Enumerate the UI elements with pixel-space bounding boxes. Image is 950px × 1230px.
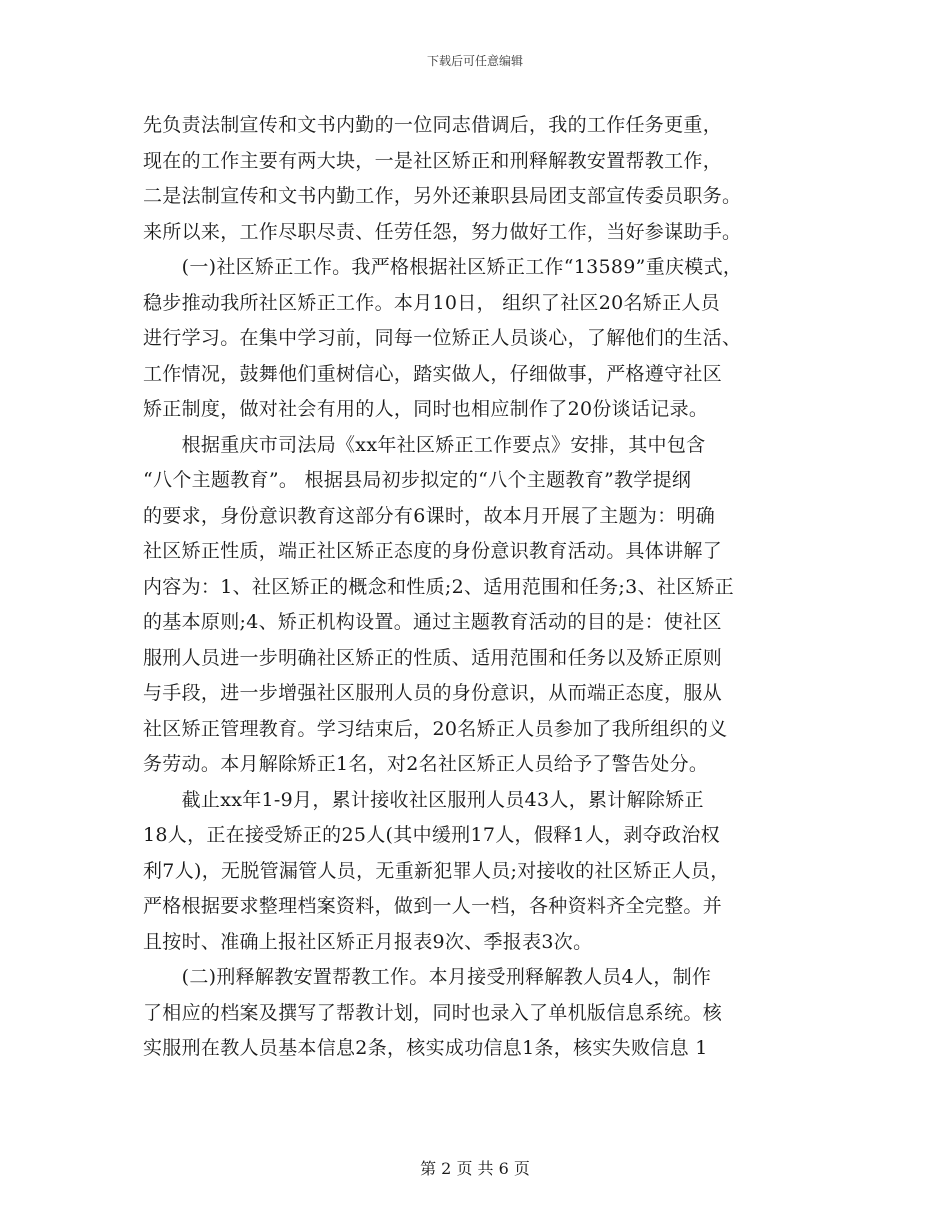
text-line: 矫正制度，做对社会有用的人，同时也相应制作了20份谈话记录。	[143, 398, 709, 420]
text-line: 严格根据要求整理档案资料，做到一人一档，各种资料齐全完整。并	[143, 895, 723, 917]
text-line: 实服刑在教人员基本信息2条，核实成功信息1条，核实失败信息 1	[143, 1037, 708, 1059]
text-line: 社区矫正性质，端正社区矫正态度的身份意识教育活动。具体讲解了	[143, 540, 723, 562]
text-line: (二)刑释解教安置帮教工作。本月接受刑释解教人员4人，制作	[143, 966, 712, 988]
text-line: 且按时、准确上报社区矫正月报表9次、季报表3次。	[143, 930, 593, 953]
text-line: 内容为：1、社区矫正的概念和性质;2、适用范围和任务;3、社区矫正	[143, 575, 734, 598]
text-line: 二是法制宣传和文书内勤工作，另外还兼职县局团支部宣传委员职务。	[143, 185, 742, 207]
text-line: 服刑人员进一步明确社区矫正的性质、适用范围和任务以及矫正原则	[143, 646, 723, 669]
page-header: 下载后可任意编辑	[426, 54, 523, 68]
text-line: 了相应的档案及撰写了帮教计划，同时也录入了单机版信息系统。核	[143, 1001, 723, 1024]
text-line: “八个主题教育”。 根据县局初步拟定的“八个主题教育”教学提纲	[143, 469, 692, 491]
text-line: 先负责法制宣传和文书内勤的一位同志借调后，我的工作任务更重，	[143, 114, 723, 136]
text-line: 与手段，进一步增强社区服刑人员的身份意识，从而端正态度，服从	[143, 682, 723, 704]
text-line: (一)社区矫正工作。我严格根据社区矫正工作“13589”重庆模式，	[143, 256, 743, 278]
text-line: 现在的工作主要有两大块，一是社区矫正和刑释解教安置帮教工作，	[143, 149, 723, 172]
text-line: 的基本原则;4、矫正机构设置。通过主题教育活动的目的是：使社区	[143, 611, 722, 633]
text-line: 18人，正在接受矫正的25人(其中缓刑17人，假释1人，剥夺政治权	[143, 824, 720, 846]
text-line: 根据重庆市司法局《xx年社区矫正工作要点》安排，其中包含	[143, 433, 706, 456]
body-text	[143, 108, 823, 1067]
text-line: 来所以来，工作尽职尽责、任劳任怨，努力做好工作，当好参谋助手。	[143, 220, 742, 243]
text-line: 社区矫正管理教育。学习结束后，20名矫正人员参加了我所组织的义	[143, 717, 728, 740]
text-line: 的要求，身份意识教育这部分有6课时，故本月开展了主题为：明确	[143, 504, 716, 527]
text-line: 进行学习。在集中学习前，同每一位矫正人员谈心，了解他们的生活、	[143, 327, 742, 349]
text-line: 稳步推动我所社区矫正工作。本月10日， 组织了社区20名矫正人员	[143, 291, 720, 314]
page-footer: 第 2 页 共 6 页	[420, 1159, 530, 1178]
text-line: 利7人)，无脱管漏管人员，无重新犯罪人员;对接收的社区矫正人员，	[143, 859, 730, 882]
text-line: 截止xx年1-9月，累计接收社区服刑人员43人，累计解除矫正	[143, 788, 704, 811]
text-line: 工作情况，鼓舞他们重树信心，踏实做人，仔细做事，严格遵守社区	[143, 362, 723, 385]
text-line: 务劳动。本月解除矫正1名，对2名社区矫正人员给予了警告处分。	[143, 753, 709, 775]
